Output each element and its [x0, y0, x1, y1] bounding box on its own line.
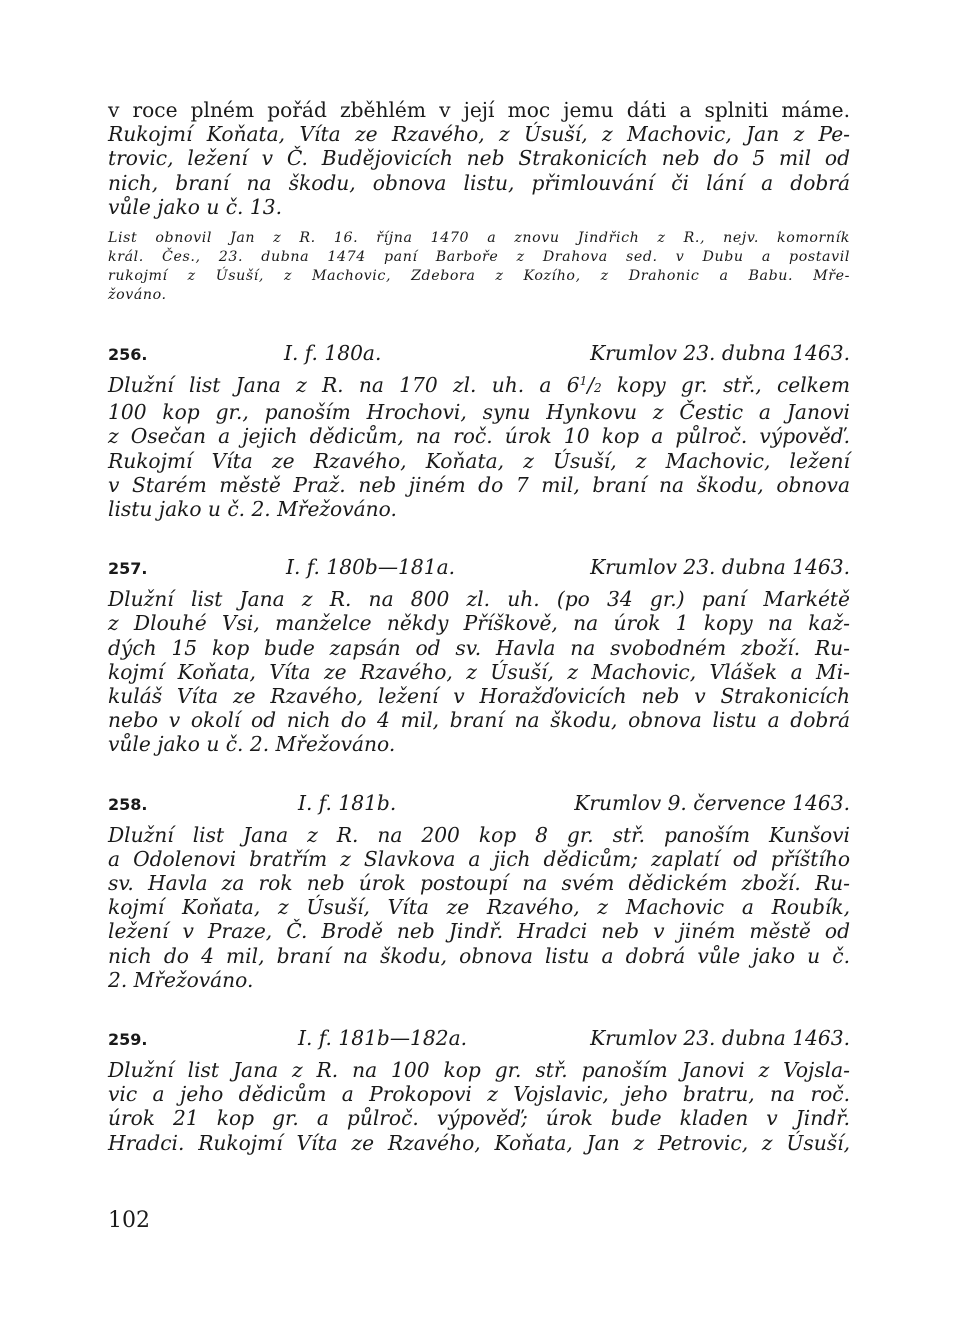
entry-256: [108, 341, 850, 521]
entry-line: Dlužní list Jana z R. na 170 zl. uh. a $6^1/2$ kopy gr. stř., celkem: [108, 373, 850, 398]
entry-number: 256.: [108, 345, 148, 365]
entry-reference: I. f. 181b—182a.: [298, 1026, 468, 1051]
note-line: král. Čes., 23. dubna 1474 paní Barboře z Drahova sed. v Dubu a postavil: [108, 249, 850, 266]
entry-line: kojmí Koňata, z Úsuší, Víta ze Rzavého, z Machovic a Roubík,: [108, 895, 850, 920]
entry-line: dých 15 kop bude zapsán od sv. Havla na svobodném zboží. Ru-: [108, 635, 850, 660]
entry-258: [108, 791, 850, 992]
entry-line: úrok 21 kop gr. a půlroč. výpověď; úrok bude kladen v Jindř.: [108, 1106, 850, 1131]
intro-line: Rukojmí Koňata, Víta ze Rzavého, z Úsuší, z Machovic, Jan z Pe-: [108, 122, 850, 147]
entry-line: Hradci. Rukojmí Víta ze Rzavého, Koňata, Jan z Petrovic, z Úsuší,: [108, 1130, 850, 1155]
entry-heading: [108, 555, 850, 583]
intro-paragraph: [108, 98, 850, 219]
entry-line: nich do 4 mil, braní na škodu, obnova listu a dobrá vůle jako u č.: [108, 943, 850, 968]
intro-line: nich, braní na škodu, obnova listu, přimlouvání či lání a dobrá: [108, 170, 850, 195]
entry-place-date: Krumlov 23. dubna 1463.: [590, 1026, 850, 1051]
entry-line: nebo v okolí od nich do 4 mil, braní na škodu, obnova listu a dobrá: [108, 708, 850, 733]
intro-line: vůle jako u č. 13.: [108, 194, 282, 219]
entry-number: 258.: [108, 794, 148, 814]
note-line: List obnovil Jan z R. 16. října 1470 a znovu Jindřich z R., nejv. komorník: [108, 230, 850, 247]
entry-line: v Starém městě Praž. neb jiném do 7 mil, braní na škodu, obnova: [108, 472, 850, 497]
entry-line: vůle jako u č. 2. Mřežováno.: [108, 732, 396, 757]
entry-number: 257.: [108, 559, 148, 579]
entry-place-date: Krumlov 23. dubna 1463.: [590, 341, 850, 366]
page-content: [108, 98, 850, 1155]
entry-place-date: Krumlov 23. dubna 1463.: [590, 555, 850, 580]
entry-number: 259.: [108, 1030, 148, 1050]
intro-line: v roce plném pořád zběhlém v její moc jemu dáti a splniti máme.: [108, 98, 850, 122]
entry-line: 2. Mřežováno.: [108, 967, 254, 992]
entry-line: z Osečan a jejich dědicům, na roč. úrok 10 kop a půlroč. výpověď.: [108, 424, 850, 449]
entry-line: 100 kop gr., panoším Hrochovi, synu Hynkovu z Čestic a Janovi: [108, 400, 850, 425]
entry-line: vic a jeho dědicům a Prokopovi z Vojslavic, jeho bratru, na roč.: [108, 1082, 850, 1107]
entry-reference: I. f. 180b—181a.: [286, 555, 456, 580]
entry-line: Dlužní list Jana z R. na 200 kop 8 gr. stř. panoším Kunšovi: [108, 822, 850, 847]
entry-reference: I. f. 180a.: [284, 341, 382, 366]
entry-reference: I. f. 181b.: [298, 790, 397, 815]
footnote-paragraph: [108, 229, 850, 305]
note-line: rukojmí z Úsuší, z Machovic, Zdebora z Kozího, z Drahonic a Babu. Mře-: [108, 268, 850, 285]
note-line: žováno.: [108, 287, 167, 304]
entry-line: Dlužní list Jana z R. na 100 kop gr. stř. panoším Janovi z Vojsla-: [108, 1058, 850, 1083]
entry-257: [108, 555, 850, 756]
entry-line: a Odolenovi bratřím z Slavkova a jich dědicům; zaplatí od příštího: [108, 846, 850, 871]
entry-line: sv. Havla za rok neb úrok postoupí na svém dědickém zboží. Ru-: [108, 871, 850, 896]
entry-line: z Dlouhé Vsi, manželce někdy Příškově, na úrok 1 kopy na kaž-: [108, 611, 850, 636]
entry-line: kuláš Víta ze Rzavého, ležení v Horažďovicích neb v Strakonicích: [108, 684, 850, 709]
entry-line: kojmí Koňata, Víta ze Rzavého, z Úsuší, z Machovic, Vlášek a Mi-: [108, 659, 850, 684]
entry-heading: [108, 791, 850, 819]
intro-line: trovic, ležení v Č. Budějovicích neb Strakonicích neb do 5 mil od: [108, 146, 850, 171]
entry-line: Dlužní list Jana z R. na 800 zl. uh. (po 34 gr.) paní Markétě: [108, 587, 850, 612]
entry-259: [108, 1026, 850, 1155]
entry-line: Rukojmí Víta ze Rzavého, Koňata, z Úsuší, z Machovic, ležení: [108, 448, 850, 473]
entry-place-date: Krumlov 9. července 1463.: [574, 790, 850, 815]
entry-heading: [108, 1026, 850, 1054]
entry-line: listu jako u č. 2. Mřežováno.: [108, 497, 397, 522]
page-number: 102: [108, 1208, 150, 1233]
entry-heading: [108, 341, 850, 369]
entry-line: ležení v Praze, Č. Brodě neb Jindř. Hradci neb v jiném městě od: [108, 919, 850, 944]
